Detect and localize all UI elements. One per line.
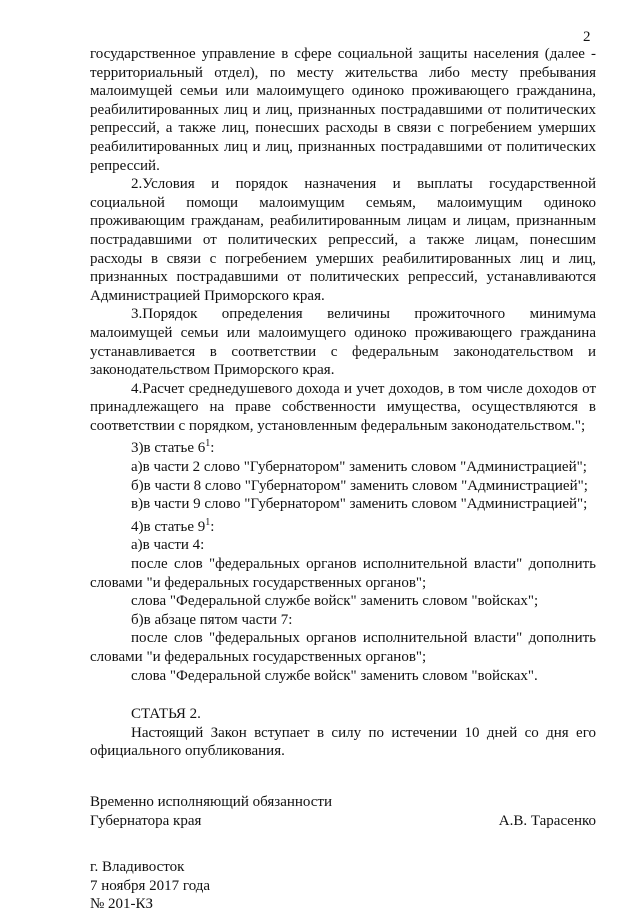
- amendment-part-2: а)в части 2 слово "Губернатором" заменить словом "Администрацией";: [131, 459, 587, 476]
- spacer: [90, 685, 596, 705]
- paragraph-item-2: 2.Условия и порядок назначения и выплаты государственной социальной помощи малоимущим семьям, малоимущим одиноко проживающим гражданам, реабилитированным лицам и лицам, признанным пострадавшими от политических репрессий, а также лицам, понесшим расходы в связи с погребением умерших реабилитированных лиц и лиц, признанных пострадавшими от политических репрессий, устанавливаются Администрацией Приморского края.: [90, 176, 596, 304]
- amendment-article-9-1: [90, 514, 596, 537]
- signing-city: г. Владивосток: [90, 859, 185, 876]
- amendment-add-words-2: после слов "федеральных органов исполнительной власти" дополнить словами "и федеральных государственных органов";: [90, 630, 596, 665]
- amendment-replace-words-2: слова "Федеральной службе войск" заменить словом "войсках".: [131, 667, 538, 684]
- spacer: [90, 761, 596, 793]
- amendment-article-6-1: [90, 435, 596, 458]
- signature-row: [90, 812, 596, 831]
- colon: :: [210, 518, 215, 535]
- amendment-article-9-1-text: 4)в статье 9: [131, 518, 206, 535]
- amendment-article-6-1-text: 3)в статье 6: [131, 440, 206, 457]
- paragraph-item-4: 4.Расчет среднедушевого дохода и учет доходов, в том числе доходов от принадлежащего на праве собственности имущества, осуществляются в соответствии с порядком, установленным федеральным законодательством.";: [90, 380, 596, 434]
- page-number: 2: [583, 29, 591, 45]
- paragraph-continuation: государственное управление в сфере социальной защиты населения (далее - территориальный отдел), по месту жительства либо месту пребывания малоимущей семьи или малоимущего одиноко проживающего гражданина, реабилитированных лиц и лиц, признанных пострадавшими от политических репрессий, а также лиц, понесших расходы в связи с погребением умерших реабилитированных лиц и лиц, признанных пострадавшими от политических репрессий.: [90, 46, 596, 174]
- colon: :: [210, 440, 215, 457]
- law-number: № 201-КЗ: [90, 896, 154, 913]
- signature-title-line2: Губернатора края: [90, 812, 202, 829]
- spacer: [90, 830, 596, 858]
- signatory-name: А.В. Тарасенко: [498, 812, 596, 829]
- article-heading: СТАТЬЯ 2.: [131, 706, 201, 723]
- amendment-part-4: а)в части 4:: [131, 537, 205, 554]
- amendment-add-words-1: после слов "федеральных органов исполнительной власти" дополнить словами "и федеральных государственных органов";: [90, 556, 596, 591]
- signing-date: 7 ноября 2017 года: [90, 877, 211, 894]
- superscript-one: 1: [205, 438, 211, 450]
- amendment-replace-words-1: слова "Федеральной службе войск" заменить словом "войсках";: [131, 593, 539, 610]
- paragraph-item-3: 3.Порядок определения величины прожиточного минимума малоимущей семьи или малоимущего одиноко проживающего гражданина устанавливается в соответствии с федеральным законодательством и законодательством Приморского края.: [90, 306, 596, 379]
- signature-title-line1: Временно исполняющий обязанности: [90, 793, 333, 810]
- amendment-part-8: б)в части 8 слово "Губернатором" заменить словом "Администрацией";: [131, 477, 588, 494]
- article-text: Настоящий Закон вступает в силу по истечении 10 дней со дня его официального опубликования.: [90, 724, 596, 760]
- amendment-part-7: б)в абзаце пятом части 7:: [131, 611, 293, 628]
- document-body: [90, 45, 596, 914]
- superscript-one: 1: [205, 516, 211, 528]
- amendment-part-9: в)в части 9 слово "Губернатором" заменить словом "Администрацией";: [131, 496, 588, 513]
